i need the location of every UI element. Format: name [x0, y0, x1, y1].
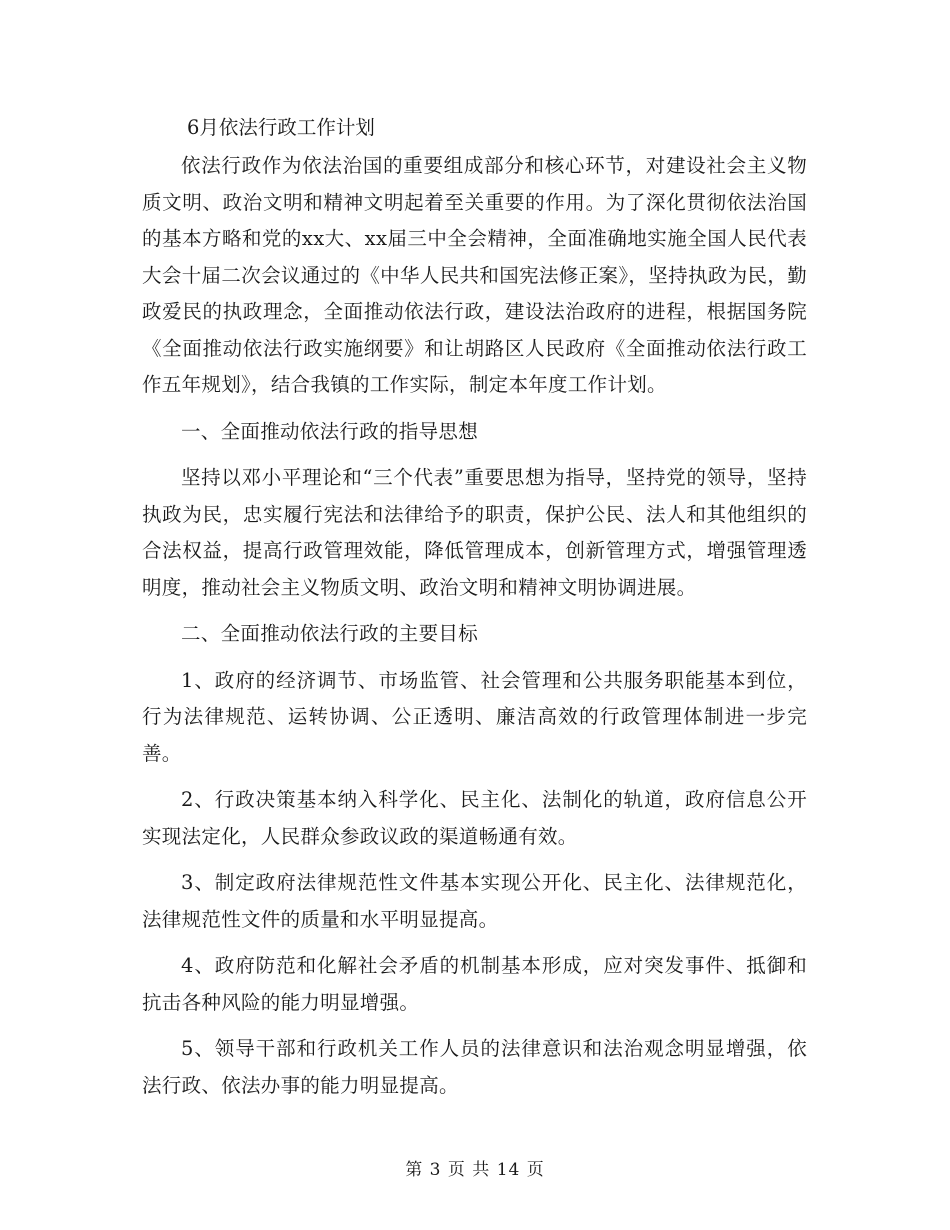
page-number: 第 3 页 共 14 页: [405, 1160, 545, 1180]
document-body: [142, 148, 807, 1114]
goal-item-2: 2、行政决策基本纳入科学化、民主化、法制化的轨道，政府信息公开实现法定化，人民群众参政议政的渠道畅通有效。: [142, 788, 807, 848]
page-footer: [0, 1158, 950, 1182]
goal-item-1: 1、政府的经济调节、市场监管、社会管理和公共服务职能基本到位，行为法律规范、运转协调、公正透明、廉洁高效的行政管理体制进一步完善。: [142, 668, 807, 765]
goal-item-5: 5、领导干部和行政机关工作人员的法律意识和法治观念明显增强，依法行政、依法办事的能力明显提高。: [142, 1037, 807, 1097]
guiding-thought-paragraph: 坚持以邓小平理论和“三个代表”重要思想为指导，坚持党的领导，坚持执政为民，忠实履行宪法和法律给予的职责，保护公民、法人和其他组织的合法权益，提高行政管理效能，降低管理成本，创新管理方式，增强管理透明度，推动社会主义物质文明、政治文明和精神文明协调进展。: [142, 466, 807, 599]
section-heading-guiding-thought: 一、全面推动依法行政的指导思想: [181, 419, 479, 443]
intro-paragraph: 依法行政作为依法治国的重要组成部分和核心环节，对建设社会主义物质文明、政治文明和精神文明起着至关重要的作用。为了深化贯彻依法治国的基本方略和党的xx大、xx届三中全会精神，全面准确地实施全国人民代表大会十届二次会议通过的《中华人民共和国宪法修正案》，坚持执政为民，勤政爱民的执政理念，全面推动依法行政，建设法治政府的进程，根据国务院《全面推动依法行政实施纲要》和让胡路区人民政府《全面推动依法行政工作五年规划》，结合我镇的工作实际，制定本年度工作计划。: [142, 154, 807, 396]
goal-item-4: 4、政府防范和化解社会矛盾的机制基本形成，应对突发事件、抵御和抗击各种风险的能力明显增强。: [142, 954, 807, 1014]
section-heading-main-goals: 二、全面推动依法行政的主要目标: [181, 622, 479, 645]
goal-item-3: 3、制定政府法律规范性文件基本实现公开化、民主化、法律规范化，法律规范性文件的质量和水平明显提高。: [142, 871, 807, 931]
document-title: 6月依法行政工作计划: [187, 116, 375, 139]
